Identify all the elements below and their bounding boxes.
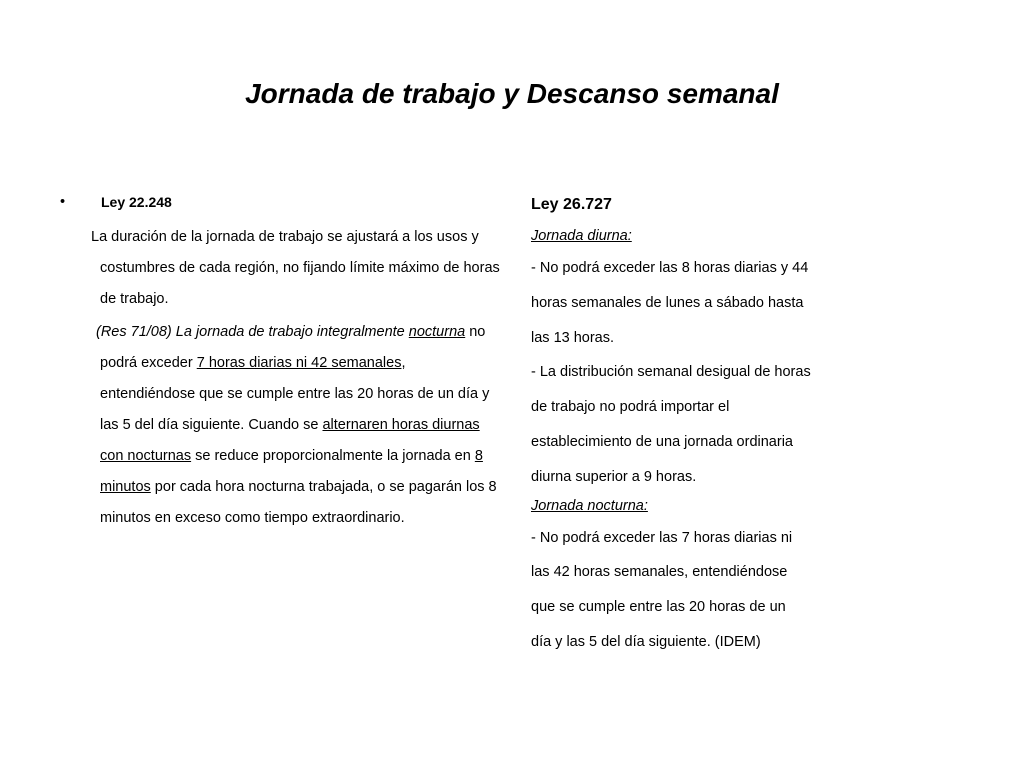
left-column [60, 190, 500, 534]
left-heading: Ley 22.248 [101, 194, 172, 210]
nocturna-line: día y las 5 del día siguiente. (IDEM) [531, 633, 761, 650]
italic-lead: La jornada de trabajo integralmente [171, 324, 405, 340]
diurna-label: Jornada diurna: [531, 228, 632, 244]
text-segment-1: no podrá exceder [100, 324, 486, 371]
nocturna-label: Jornada nocturna: [531, 497, 648, 514]
underlined-alternation: alternaren horas diurnas con nocturnas [100, 417, 480, 464]
underlined-minutes: 8 minutos [100, 448, 483, 495]
diurna-line: - No podrá exceder las 8 horas diarias y 44 [531, 260, 809, 276]
diurna-line: horas semanales de lunes a sábado hasta [531, 294, 804, 311]
bullet-marker: • [60, 194, 66, 210]
text-segment-4: por cada hora nocturna trabajada, o se pagarán los 8 minutos en exceso como tiempo extraordinario. [100, 479, 497, 526]
diurna-line: las 13 horas. [531, 329, 615, 346]
left-paragraph-1: La duración de la jornada de trabajo se ajustará a los usos y costumbres de cada región, no fijando límite máximo de horas de trabajo. [91, 229, 500, 307]
diurna-line: establecimiento de una jornada ordinaria [531, 433, 793, 450]
right-heading: Ley 26.727 [531, 196, 612, 213]
nocturna-term: nocturna [408, 324, 466, 340]
right-column [531, 192, 851, 660]
diurna-line: diurna superior a 9 horas. [531, 468, 697, 485]
resolution-ref: (Res 71/08) [96, 324, 172, 340]
slide-title: Jornada de trabajo y Descanso semanal [245, 78, 779, 109]
diurna-line: - La distribución semanal desigual de horas [531, 364, 811, 381]
underlined-limit: 7 horas diarias ni 42 semanales [196, 355, 402, 371]
left-paragraph-2 [60, 317, 500, 534]
bullet-item [60, 190, 500, 214]
text-segment-2: , entendiéndose que se cumple entre las 20 horas de un día y las 5 del día siguiente. Cuando se [100, 355, 490, 433]
nocturna-line: - No podrá exceder las 7 horas diarias ni [531, 529, 793, 546]
nocturna-line: que se cumple entre las 20 horas de un [531, 599, 786, 616]
nocturna-line: las 42 horas semanales, entendiéndose [531, 564, 788, 581]
diurna-line: de trabajo no podrá importar el [531, 399, 730, 416]
text-segment-3: se reduce proporcionalmente la jornada en [191, 448, 475, 464]
